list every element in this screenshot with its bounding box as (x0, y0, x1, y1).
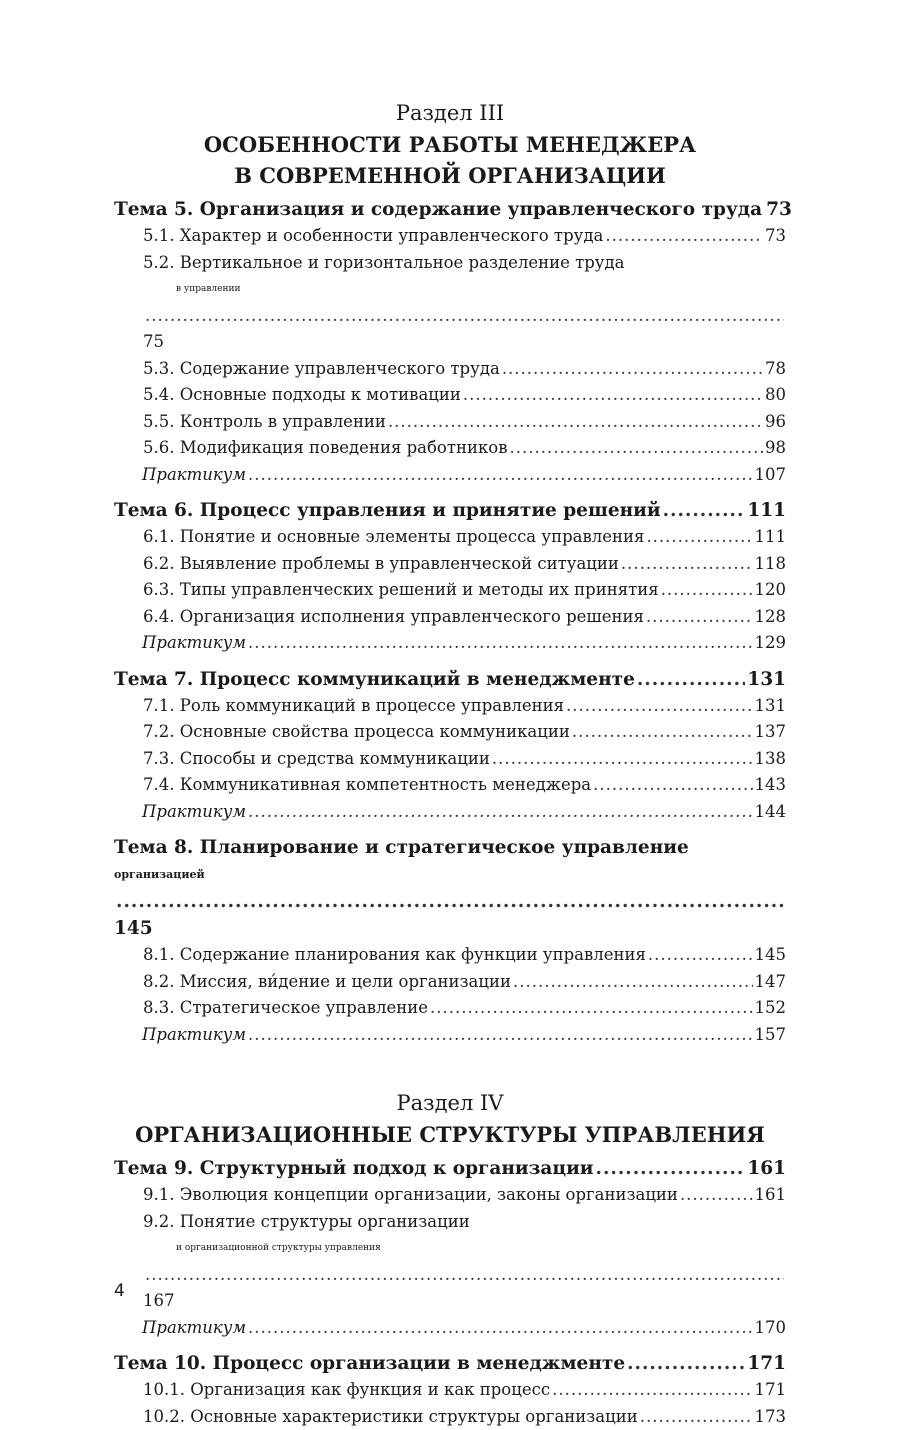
dot-leader (552, 1377, 752, 1404)
toc-practicum[interactable] (114, 799, 786, 826)
toc-theme[interactable] (114, 497, 786, 524)
item-title: 5.5. Контроль в управлении (143, 409, 386, 436)
dot-leader (492, 746, 753, 773)
item-title: 6.1. Понятие и основные элементы процесса управления (143, 524, 644, 551)
page-ref: 131 (747, 666, 786, 693)
page-ref: 171 (747, 1350, 786, 1377)
toc-item[interactable] (114, 719, 786, 746)
toc-item[interactable] (114, 942, 786, 969)
page-ref: 128 (755, 604, 787, 631)
toc-item[interactable] (114, 1182, 786, 1209)
toc-item[interactable] (114, 356, 786, 383)
page-ref: 145 (755, 942, 787, 969)
page-ref: 143 (755, 772, 787, 799)
page-ref: 170 (755, 1315, 787, 1342)
page-ref: 161 (755, 1182, 787, 1209)
toc-item[interactable] (114, 1377, 786, 1404)
theme-title: Тема 6. Процесс управления и принятие решений (114, 497, 661, 524)
page-ref: 161 (747, 1155, 786, 1182)
page-ref: 131 (755, 693, 787, 720)
dot-leader (566, 693, 752, 720)
page-ref: 137 (755, 719, 787, 746)
page-ref: 120 (755, 577, 787, 604)
item-title: 8.1. Содержание планирования как функции управления (143, 942, 646, 969)
toc-theme[interactable] (114, 834, 786, 942)
section-label: Раздел IV (114, 1088, 786, 1119)
item-title: 7.2. Основные свойства процесса коммуникации (143, 719, 570, 746)
dot-leader (593, 772, 752, 799)
dot-leader (572, 719, 753, 746)
dot-leader (640, 1404, 753, 1430)
section-heading (114, 98, 786, 191)
item-title: 7.4. Коммуникативная компетентность менеджера (143, 772, 591, 799)
page-ref: 171 (755, 1377, 787, 1404)
page-ref: 157 (755, 1022, 787, 1049)
dot-leader (116, 888, 784, 915)
toc-item[interactable] (114, 1404, 786, 1430)
toc-item[interactable] (114, 250, 786, 356)
dot-leader (510, 435, 763, 462)
dot-leader (646, 604, 753, 631)
toc-item[interactable] (114, 693, 786, 720)
section-label: Раздел III (114, 98, 786, 129)
theme-title: Тема 8. Планирование и стратегическое управление (114, 834, 786, 861)
item-title: Практикум (142, 462, 246, 489)
toc-practicum[interactable] (114, 1022, 786, 1049)
item-title: 5.4. Основные подходы к мотивации (143, 382, 461, 409)
toc-practicum[interactable] (114, 1315, 786, 1342)
toc-theme[interactable] (114, 1350, 786, 1377)
item-title: 6.3. Типы управленческих решений и методы их принятия (143, 577, 659, 604)
section-heading (114, 1088, 786, 1150)
dot-leader (145, 303, 784, 330)
toc-item[interactable] (114, 435, 786, 462)
item-title: 7.3. Способы и средства коммуникации (143, 746, 490, 773)
item-title: 5.1. Характер и особенности управленческого труда (143, 223, 603, 250)
toc-item[interactable] (114, 223, 786, 250)
page-ref: 73 (766, 196, 792, 223)
theme-title: Тема 7. Процесс коммуникаций в менеджменте (114, 666, 635, 693)
page-ref: 118 (755, 551, 787, 578)
page-ref: 111 (747, 497, 786, 524)
dot-leader (637, 666, 746, 693)
page-ref: 145 (114, 915, 153, 942)
item-title: 9.1. Эволюция концепции организации, законы организации (143, 1182, 678, 1209)
toc-item[interactable] (114, 551, 786, 578)
section-title: В СОВРЕМЕННОЙ ОРГАНИЗАЦИИ (114, 160, 786, 191)
item-title: 6.4. Организация исполнения управленческого решения (143, 604, 644, 631)
item-title: 10.2. Основные характеристики структуры организации (143, 1404, 638, 1430)
page-ref: 167 (143, 1288, 175, 1315)
dot-leader (596, 1155, 746, 1182)
item-title: Практикум (142, 1315, 246, 1342)
dot-leader (663, 497, 746, 524)
toc-item[interactable] (114, 969, 786, 996)
dot-leader (680, 1182, 753, 1209)
section-title: ОСОБЕННОСТИ РАБОТЫ МЕНЕДЖЕРА (114, 129, 786, 160)
toc-theme[interactable] (114, 1155, 786, 1182)
dot-leader (248, 630, 752, 657)
page-ref: 96 (765, 409, 786, 436)
page-ref: 78 (765, 356, 786, 383)
page-ref: 80 (765, 382, 786, 409)
toc-item[interactable] (114, 382, 786, 409)
item-title: 6.2. Выявление проблемы в управленческой ситуации (143, 551, 619, 578)
toc-item[interactable] (114, 524, 786, 551)
dot-leader (248, 1022, 752, 1049)
dot-leader (646, 524, 752, 551)
page-ref: 173 (755, 1404, 787, 1430)
item-title: 8.2. Миссия, ви́дение и цели организации (143, 969, 511, 996)
item-title: 10.1. Организация как функция и как процесс (143, 1377, 550, 1404)
toc-item[interactable] (114, 746, 786, 773)
page-ref: 129 (755, 630, 787, 657)
item-title: 5.2. Вертикальное и горизонтальное разделение труда (143, 250, 786, 277)
theme-title: Тема 10. Процесс организации в менеджменте (114, 1350, 625, 1377)
dot-leader (388, 409, 763, 436)
dot-leader (502, 356, 763, 383)
dot-leader (248, 799, 752, 826)
dot-leader (513, 969, 753, 996)
item-title-continuation: в управлении (143, 276, 240, 303)
page-ref: 152 (755, 995, 787, 1022)
item-title: 9.2. Понятие структуры организации (143, 1209, 786, 1236)
item-title: Практикум (142, 1022, 246, 1049)
theme-title: Тема 9. Структурный подход к организации (114, 1155, 594, 1182)
item-title: 7.1. Роль коммуникаций в процессе управления (143, 693, 564, 720)
page-ref: 144 (755, 799, 787, 826)
item-title: Практикум (142, 799, 246, 826)
dot-leader (627, 1350, 745, 1377)
toc-practicum[interactable] (114, 630, 786, 657)
item-title: Практикум (142, 630, 246, 657)
page-ref: 98 (765, 435, 786, 462)
dot-leader (145, 1262, 784, 1289)
toc-item[interactable] (114, 772, 786, 799)
dot-leader (463, 382, 763, 409)
theme-title: Тема 5. Организация и содержание управленческого труда (114, 196, 762, 223)
item-title: 5.3. Содержание управленческого труда (143, 356, 500, 383)
item-title-continuation: и организационной структуры управления (143, 1235, 381, 1262)
toc-theme[interactable] (114, 666, 786, 693)
toc-item[interactable] (114, 577, 786, 604)
item-title: 5.6. Модификация поведения работников (143, 435, 508, 462)
page-number: 4 (114, 1281, 125, 1301)
page-ref: 107 (755, 462, 787, 489)
dot-leader (605, 223, 763, 250)
dot-leader (621, 551, 753, 578)
toc-item[interactable] (114, 604, 786, 631)
toc-item[interactable] (114, 409, 786, 436)
dot-leader (248, 1315, 752, 1342)
dot-leader (430, 995, 753, 1022)
section-title: ОРГАНИЗАЦИОННЫЕ СТРУКТУРЫ УПРАВЛЕНИЯ (114, 1119, 786, 1150)
dot-leader (661, 577, 753, 604)
toc-practicum[interactable] (114, 462, 786, 489)
page-ref: 75 (143, 329, 164, 356)
toc-theme[interactable] (114, 196, 786, 223)
dot-leader (248, 462, 752, 489)
dot-leader (648, 942, 753, 969)
toc-item[interactable] (114, 995, 786, 1022)
page-ref: 138 (755, 746, 787, 773)
table-of-contents (114, 98, 786, 1430)
page-ref: 111 (755, 524, 787, 551)
item-title: 8.3. Стратегическое управление (143, 995, 428, 1022)
page-ref: 147 (755, 969, 787, 996)
theme-title-continuation: организацией (114, 861, 205, 888)
toc-item[interactable] (114, 1209, 786, 1315)
page-ref: 73 (765, 223, 786, 250)
